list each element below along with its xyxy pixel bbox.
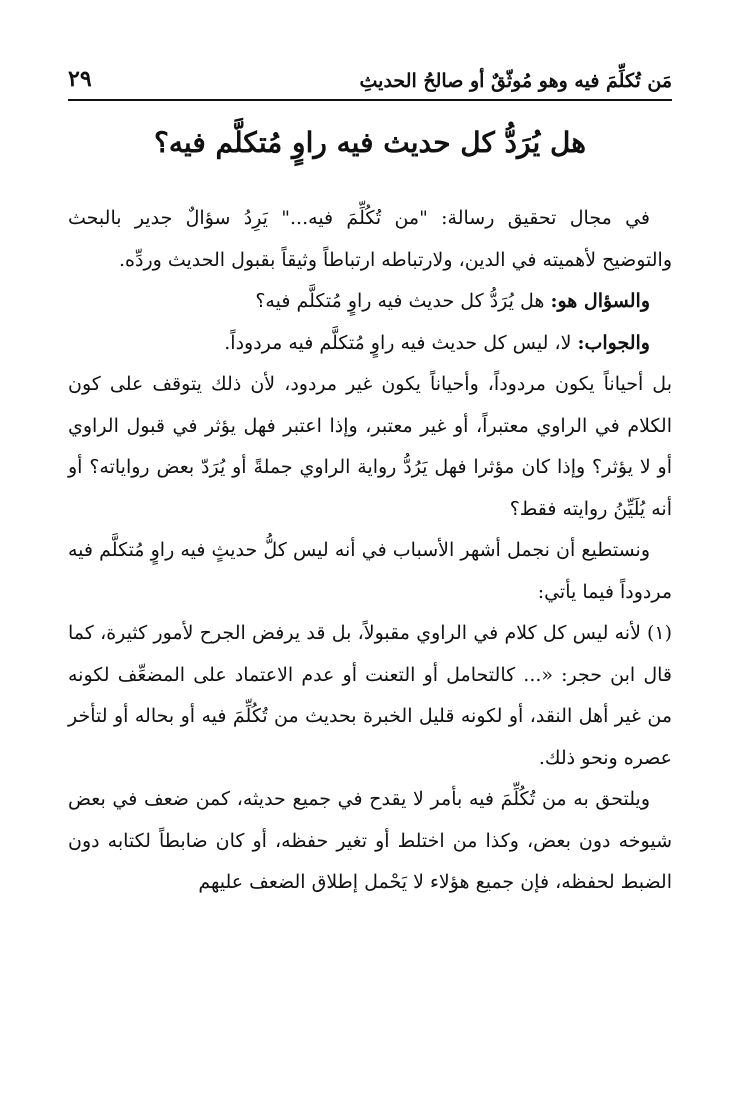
paragraph-summary: ونستطيع أن نجمل أشهر الأسباب في أنه ليس كلُّ حديثٍ فيه راوٍ مُتكلَّم فيه مردوداً فيما يأتي: <box>68 539 672 603</box>
answer-label: والجواب: <box>577 331 650 354</box>
page-number: ٢٩ <box>68 66 92 92</box>
body-text <box>68 198 672 904</box>
question-text: هل يُرَدُّ كل حديث فيه راوٍ مُتكلَّم فيه؟ <box>255 290 545 312</box>
running-header <box>68 58 672 92</box>
question-label: والسؤال هو: <box>550 290 650 312</box>
running-header-title: مَن تُكلِّمَ فيه وهو مُوثّقٌ أو صالحُ الحديثِ <box>359 70 672 92</box>
paragraph-reasons: بل أحياناً يكون مردوداً، وأحياناً يكون غير مردود، لأن ذلك يتوقف على كون الكلام في الراوي معتبراً، أو غير معتبر، وإذا اعتبر فهل يؤثر في قبول الراوي أو لا يؤثر؟ وإذا كان مؤثرا فهل يَرُدُّ رواية الراوي جملةً أو يُرَدّ بعض رواياته؟ أو أنه يُلَيِّنُ روايته فقط؟ <box>68 373 672 520</box>
answer-text: لا، ليس كل حديث فيه راوٍ مُتكلَّم فيه مردوداً. <box>224 331 572 354</box>
paragraph-continuation: ويلتحق به من تُكُلِّمَ فيه بأمر لا يقدح في جميع حديثه، كمن ضعف في بعض شيوخه دون بعض، وكذا من اختلط أو تغير حفظه، أو كان ضابطاً لكتابه دون الضبط لحفظه، فإن جميع هؤلاء لا يَحْمل إطلاق الضعف عليهم <box>68 788 672 893</box>
list-item-text: لأنه ليس كل كلام في الراوي مقبولاً، بل قد يرفض الجرح لأمور كثيرة، كما قال ابن حجر: «... كالتحامل أو التعنت أو عدم الاعتماد على المضعِّف لكونه من غير أهل النقد، أو لكونه قليل الخبرة بحديث من تُكُلِّمَ فيه أو بحاله أو لتأخر عصره ونحو ذلك. <box>68 622 672 769</box>
list-item-number: (١) <box>646 622 672 644</box>
list-item-1 <box>68 613 672 779</box>
header-divider <box>68 99 672 101</box>
question-paragraph <box>68 281 672 323</box>
answer-paragraph <box>68 323 672 365</box>
section-heading: هل يُرَدُّ كل حديث فيه راوٍ مُتكلَّم فيه؟ <box>154 126 586 159</box>
intro-paragraph: في مجال تحقيق رسالة: "من تُكُلِّمَ فيه..." يَرِدُ سؤالٌ جدير بالبحث والتوضيح لأهميته في الدين، ولارتباطه ارتباطاً وثيقاً بقبول الحديث وردِّه. <box>68 207 672 271</box>
